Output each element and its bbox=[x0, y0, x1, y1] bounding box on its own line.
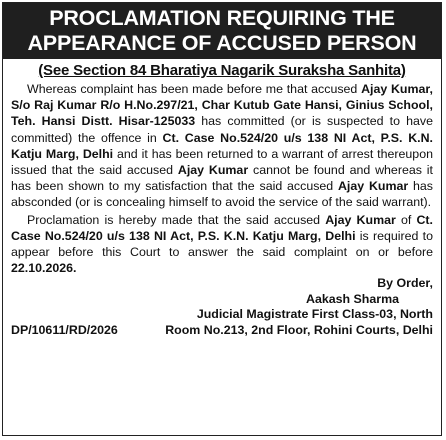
magistrate-designation: Judicial Magistrate First Class-03, North bbox=[196, 307, 433, 322]
paragraph-proclamation bbox=[11, 212, 433, 277]
reference-row bbox=[11, 323, 433, 339]
p1-accused-name-2: Ajay Kumar bbox=[337, 179, 409, 194]
signature-block bbox=[11, 276, 433, 338]
p1-text-5: has absconded (or is concealing himself to avoid the service of the said warrant). bbox=[11, 179, 433, 210]
by-order-line: By Order, bbox=[377, 276, 433, 291]
p2-text-3: is required to appear before this Court to answer the said complaint on or before bbox=[11, 228, 433, 260]
p1-accused-details: Ajay Kumar, S/o Raj Kumar R/o H.No.297/21, Char Kutub Gate Hansi, Ginius School, Teh. Hansi Distt. Hisar-125033 bbox=[11, 82, 433, 129]
p1-text-4: cannot be found and whereas it has been shown to my satisfaction that the said accused bbox=[11, 163, 433, 194]
notice-header bbox=[3, 3, 441, 59]
p1-text-1: Whereas complaint has been made before me that accused bbox=[27, 82, 362, 96]
reference-number: DP/10611/RD/2026 bbox=[11, 322, 118, 337]
p2-text-2: of bbox=[395, 212, 417, 227]
p2-text-1: Proclamation is hereby made that the said accused bbox=[27, 212, 326, 227]
court-address: Room No.213, 2nd Floor, Rohini Courts, Delhi bbox=[165, 322, 433, 337]
p1-case-details: Ct. Case No.524/20 u/s 138 NI Act, P.S. K.N. Katju Marg, Delhi bbox=[11, 130, 433, 161]
header-line-1: PROCLAMATION REQUIRING THE bbox=[49, 6, 395, 30]
section-reference-text: (See Section 84 Bharatiya Nagarik Suraksha Sanhita) bbox=[38, 62, 406, 79]
header-line-2: APPEARANCE OF ACCUSED PERSON bbox=[27, 31, 417, 55]
paragraph-complaint bbox=[11, 81, 433, 211]
section-reference bbox=[5, 61, 439, 80]
p2-appearance-date: 22.10.2026. bbox=[11, 261, 77, 276]
p1-accused-name-1: Ajay Kumar bbox=[177, 163, 249, 178]
magistrate-name: Aakash Sharma bbox=[306, 291, 399, 306]
p2-case-details: Ct. Case No.524/20 u/s 138 NI Act, P.S. K.N. Katju Marg, Delhi bbox=[11, 212, 434, 243]
p2-accused-name: Ajay Kumar bbox=[325, 212, 396, 227]
proclamation-notice bbox=[2, 2, 442, 436]
p1-text-3: and it has been returned to a warrant of arrest thereupon issued that the said accused bbox=[11, 146, 433, 178]
p1-text-2: has committed (or is suspected to have committed) the offence in bbox=[11, 114, 433, 145]
